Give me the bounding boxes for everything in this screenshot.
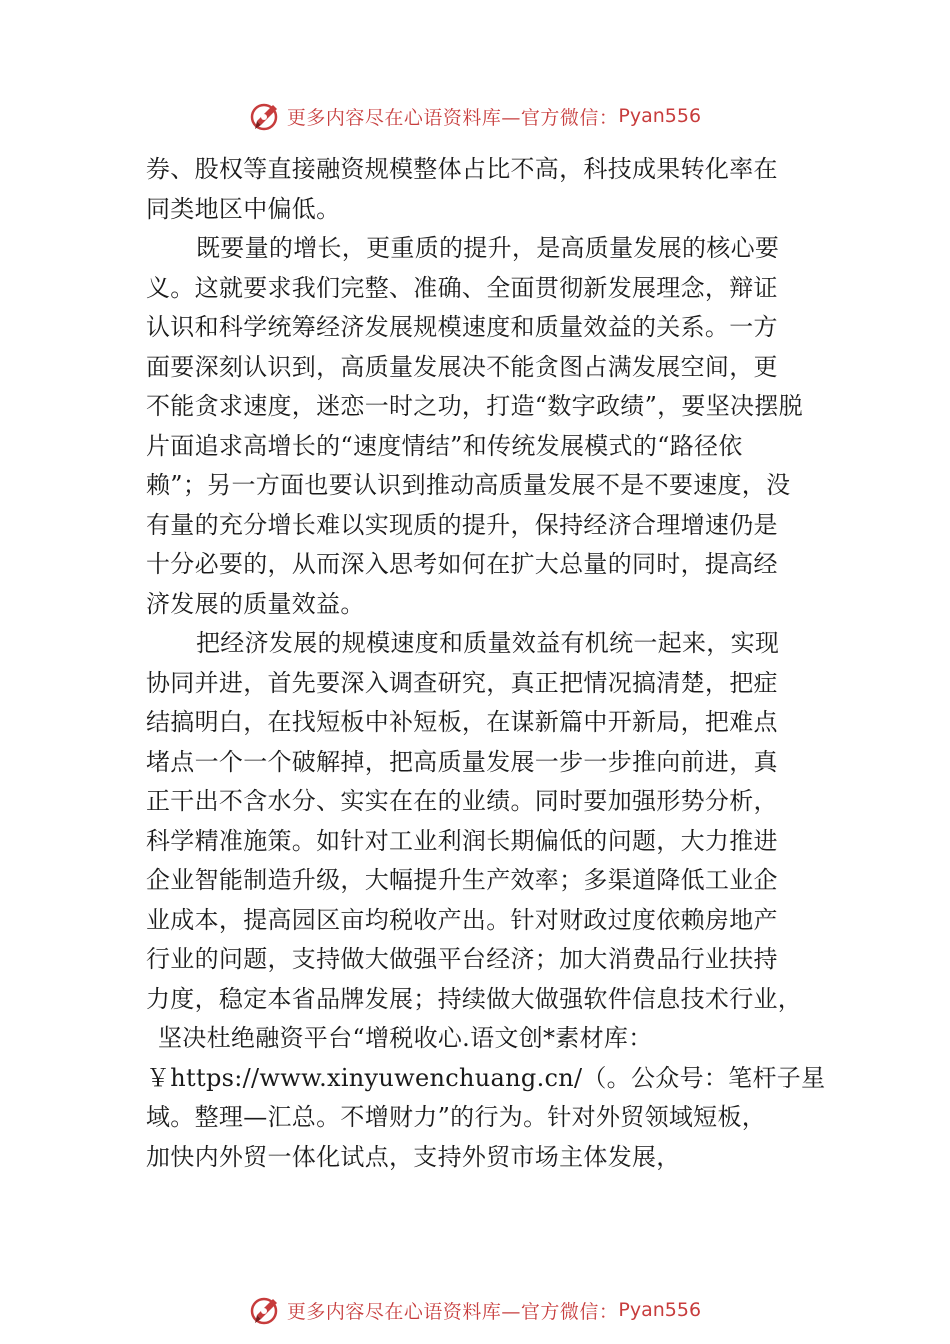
text-line: 企业智能制造升级，大幅提升生产效率；多渠道降低工业企 [146, 866, 778, 894]
text-line: 坚决杜绝融资平台“增税收心.语文创*素材库： [158, 1024, 653, 1052]
banner-wechat-id: Pyan556 [618, 105, 702, 127]
text-line: ￥https://www.xinyuwenchuang.cn/（。公众号：笔杆子星 [146, 1063, 826, 1092]
banner-text: 更多内容尽在心语资料库—官方微信： [286, 106, 619, 129]
text-line: 结搞明白，在找短板中补短板，在谋新篇中开新局，把难点 [146, 708, 778, 736]
banner-wechat-id: Pyan556 [618, 1299, 702, 1321]
text-line: 片面追求高增长的“速度情结”和传统发展模式的“路径依 [146, 431, 743, 460]
banner-text: 更多内容尽在心语资料库—官方微信： [286, 1300, 619, 1323]
text-line: 有量的充分增长难以实现质的提升，保持经济合理增速仍是 [146, 510, 778, 539]
text-line: 赖”；另一方面也要认识到推动高质量发展不是不要速度，没 [146, 471, 791, 499]
pen-logo-icon [249, 1293, 283, 1327]
text-line: 把经济发展的规模速度和质量效益有机统一起来，实现 [196, 629, 780, 657]
header-banner [0, 96, 950, 136]
paragraph [146, 229, 816, 624]
text-line: 科学精准施策。如针对工业利润长期偏低的问题，大力推进 [146, 826, 778, 855]
pen-logo-icon [249, 99, 283, 133]
text-line: 面要深刻认识到，高质量发展决不能贪图占满发展空间，更 [146, 352, 778, 381]
document-body [146, 150, 826, 1177]
text-line: 堵点一个一个破解掉，把高质量发展一步一步推向前进，真 [146, 747, 778, 776]
text-line: 同类地区中偏低。 [146, 194, 341, 223]
text-line: 业成本，提高园区亩均税收产出。针对财政过度依赖房地产 [146, 905, 778, 934]
footer-banner [0, 1290, 950, 1330]
text-line: 义。这就要求我们完整、准确、全面贯彻新发展理念，辩证 [146, 273, 778, 302]
text-line: 域。整理—汇总。不增财力”的行为。针对外贸领域短板， [146, 1103, 767, 1131]
text-line: 既要量的增长，更重质的提升，是高质量发展的核心要 [196, 234, 780, 262]
text-line: 济发展的质量效益。 [146, 589, 365, 618]
text-line: 十分必要的，从而深入思考如何在扩大总量的同时，提高经 [146, 550, 778, 578]
text-line: 行业的问题，支持做大做强平台经济；加大消费品行业扶持 [146, 945, 778, 973]
paragraph [146, 624, 826, 1177]
text-line: 认识和科学统筹经济发展规模速度和质量效益的关系。一方 [146, 313, 778, 341]
text-line: 正干出不含水分、实实在在的业绩。同时要加强形势分析， [146, 787, 778, 815]
text-line: 协同并进，首先要深入调查研究，真正把情况搞清楚，把症 [146, 668, 778, 697]
text-line: 力度，稳定本省品牌发展；持续做大做强软件信息技术行业， [146, 984, 803, 1013]
paragraph [146, 150, 816, 229]
text-line: 加快内外贸一体化试点，支持外贸市场主体发展， [146, 1142, 681, 1171]
text-line: 不能贪求速度，迷恋一时之功，打造“数字政绩”，要坚决摆脱 [146, 392, 803, 420]
text-line: 券、股权等直接融资规模整体占比不高，科技成果转化率在 [146, 155, 778, 183]
